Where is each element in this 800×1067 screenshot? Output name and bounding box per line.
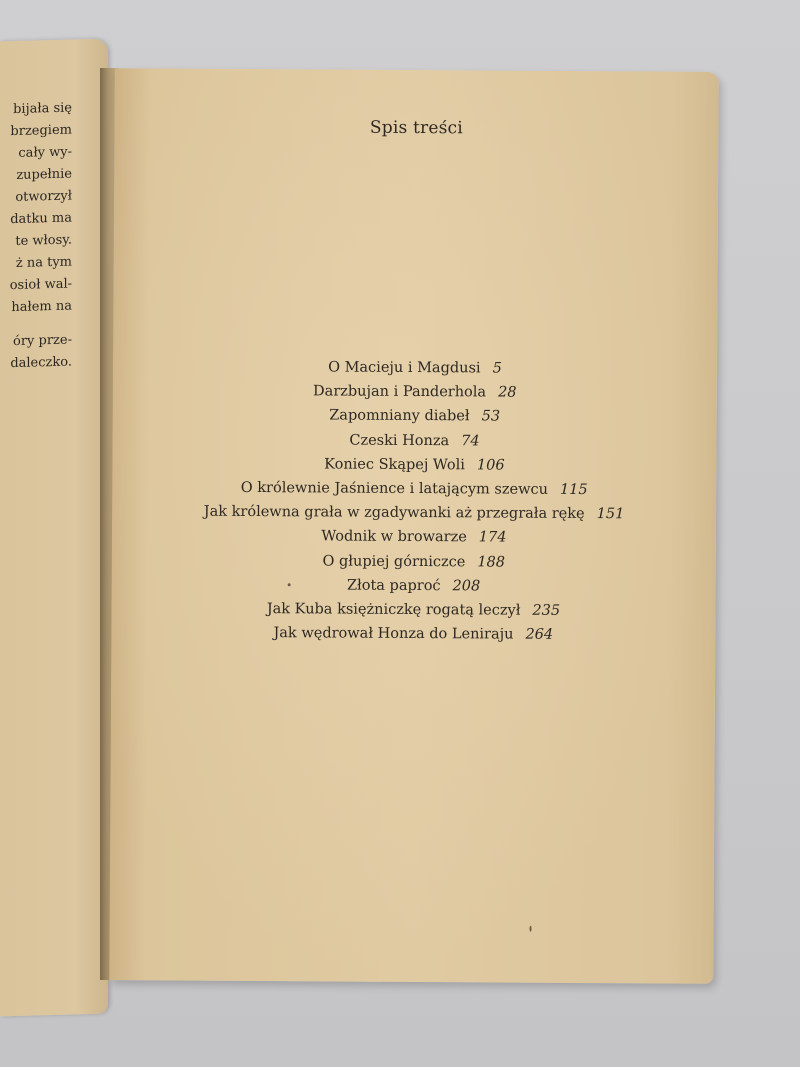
toc-entry-title: O Macieju i Magdusi (328, 359, 481, 377)
text-line: te włosy. (15, 232, 72, 250)
toc-entry-title: Czeski Honza (349, 432, 450, 449)
paper-speck (288, 583, 291, 586)
toc-entry-page-number: 115 (559, 481, 588, 499)
toc-entry (112, 572, 716, 600)
toc-entry-page-number: 188 (477, 554, 506, 571)
table-of-contents-page (109, 68, 719, 984)
toc-entry-page-number: 74 (461, 432, 480, 450)
toc-entry (112, 475, 716, 503)
toc-entry (113, 378, 717, 406)
toc-entry-title: Koniec Skąpej Woli (324, 456, 465, 474)
toc-entry (112, 548, 716, 576)
text-line: zupełnie (16, 166, 72, 183)
toc-entry-title: Zapomniany diabeł (329, 407, 470, 425)
toc-entry-page-number: 106 (476, 457, 505, 474)
page-title: Spis treści (369, 117, 463, 139)
toc-entry (111, 596, 715, 624)
toc-entry-page-number: 53 (481, 408, 501, 425)
toc-entry-page-number: 151 (596, 506, 625, 523)
toc-entry-title: Wodnik w browarze (321, 528, 467, 546)
toc-entry (112, 524, 716, 552)
toc-entry (113, 403, 717, 431)
toc-entry-page-number: 174 (478, 529, 507, 546)
text-line: otworzył (15, 188, 72, 206)
toc-entry-page-number: 5 (492, 360, 502, 377)
previous-page (0, 39, 108, 1017)
toc-list (111, 354, 717, 648)
toc-entry (112, 427, 716, 455)
toc-entry-title: Jak wędrował Honza do Leniraju (273, 625, 514, 643)
toc-entry-title: O królewnie Jaśnience i latającym szewcu (240, 479, 549, 498)
text-line: brzegiem (10, 122, 72, 140)
toc-entry-title: Złota paproć (346, 577, 441, 594)
text-line: osioł wal- (9, 276, 72, 294)
toc-entry-title: Jak królewna grała w zgadywanki aż przegrała rękę (203, 503, 585, 523)
toc-entry-title: O głupiej górniczce (322, 553, 466, 570)
text-line: ż na tym (15, 254, 72, 271)
toc-entry-page-number: 208 (452, 578, 481, 595)
toc-entry-page-number: 264 (525, 626, 554, 644)
text-line: datku ma (10, 210, 72, 228)
toc-entry-page-number: 235 (532, 602, 561, 619)
toc-entry-title: Jak Kuba księżniczkę rogatą leczył (266, 601, 521, 619)
text-line: hałem na (11, 298, 72, 316)
text-line: óry prze- (13, 332, 72, 350)
paper-speck (530, 926, 532, 932)
text-line: daleczko. (10, 354, 72, 372)
toc-entry (113, 354, 717, 382)
text-line: cały wy- (18, 144, 72, 161)
toc-entry (112, 451, 716, 479)
previous-page-text (10, 98, 72, 376)
text-line: bijała się (13, 100, 72, 118)
toc-entry (111, 620, 715, 648)
toc-entry-page-number: 28 (498, 384, 517, 401)
toc-entry-title: Darzbujan i Panderhola (313, 383, 487, 401)
toc-entry (112, 499, 716, 527)
